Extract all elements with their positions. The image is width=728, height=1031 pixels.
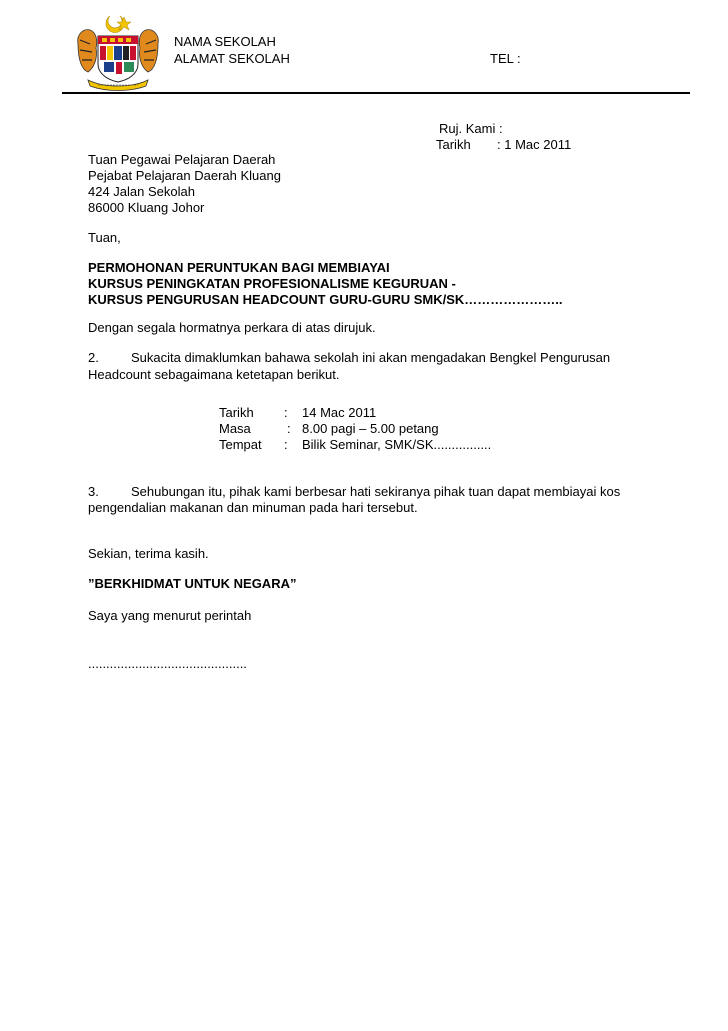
detail-sep-tarikh: : — [284, 405, 288, 420]
recipient-line-1: Tuan Pegawai Pelajaran Daerah — [88, 152, 276, 167]
salutation: Tuan, — [88, 230, 121, 245]
closing-motto: ”BERKHIDMAT UNTUK NEGARA” — [88, 576, 297, 591]
intro-paragraph: Dengan segala hormatnya perkara di atas dirujuk. — [88, 320, 376, 335]
recipient-line-3: 424 Jalan Sekolah — [88, 184, 195, 199]
detail-sep-tempat: : — [284, 437, 288, 452]
detail-value-tempat: Bilik Seminar, SMK/SK................ — [302, 437, 492, 452]
detail-label-masa: Masa — [219, 421, 251, 436]
detail-value-masa: 8.00 pagi – 5.00 petang — [302, 421, 439, 436]
recipient-line-2: Pejabat Pelajaran Daerah Kluang — [88, 168, 281, 183]
subject-line-3: KURSUS PENGURUSAN HEADCOUNT GURU-GURU SMK/SK………………….. — [88, 292, 563, 307]
tel-label: TEL : — [490, 51, 521, 66]
subject-line-1: PERMOHONAN PERUNTUKAN BAGI MEMBIAYAI — [88, 260, 390, 275]
signature-line: ............................................ — [88, 656, 247, 671]
para3-number: 3. — [88, 484, 99, 499]
school-name: NAMA SEKOLAH — [174, 34, 276, 49]
closing-order: Saya yang menurut perintah — [88, 608, 252, 623]
para2-number: 2. — [88, 350, 99, 365]
header-divider — [62, 92, 690, 94]
school-address: ALAMAT SEKOLAH — [174, 51, 290, 66]
para3-line-1: Sehubungan itu, pihak kami berbesar hati sekiranya pihak tuan dapat membiayai kos — [131, 484, 621, 499]
recipient-line-4: 86000 Kluang Johor — [88, 200, 205, 215]
closing-thanks: Sekian, terima kasih. — [88, 546, 209, 561]
para2-line-2: Headcount sebagaimana ketetapan berikut. — [88, 367, 340, 382]
para2-line-1: Sukacita dimaklumkan bahawa sekolah ini akan mengadakan Bengkel Pengurusan — [131, 350, 611, 365]
subject-line-2: KURSUS PENINGKATAN PROFESIONALISME KEGURUAN - — [88, 276, 456, 291]
coat-of-arms-icon — [74, 14, 162, 94]
date-label: Tarikh — [436, 137, 471, 152]
detail-sep-masa: : — [287, 421, 291, 436]
date-value: : 1 Mac 2011 — [497, 137, 572, 152]
para3-line-2: pengendalian makanan dan minuman pada hari tersebut. — [88, 500, 418, 515]
detail-value-tarikh: 14 Mac 2011 — [302, 405, 377, 420]
reference-label: Ruj. Kami : — [439, 121, 503, 136]
detail-label-tarikh: Tarikh — [219, 405, 254, 420]
detail-label-tempat: Tempat — [219, 437, 262, 452]
